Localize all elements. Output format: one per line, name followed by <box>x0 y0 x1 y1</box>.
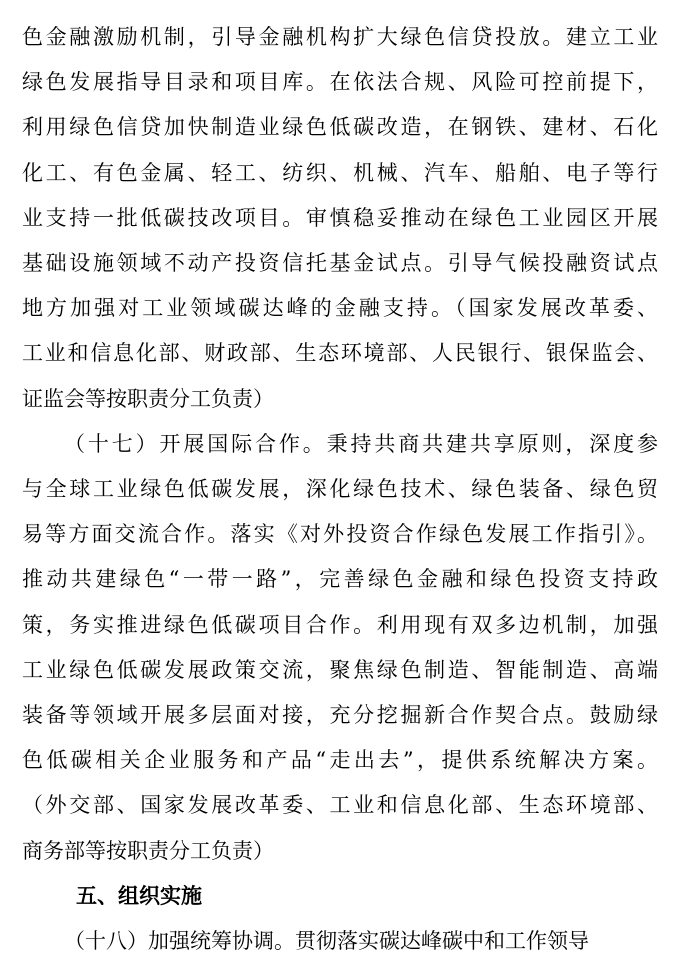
text-line-2: 绿色发展指导目录和项目库。在依法合规、风险可控前提下， <box>22 70 658 95</box>
text-line-18: （外交部、国家发展改革委、工业和信息化部、生态环境部、 <box>22 793 658 818</box>
paragraph-18-first-line: （十八）加强统筹协调。贯彻落实碳达峰碳中和工作领导 <box>64 929 589 953</box>
text-line-13: 推动共建绿色“一带一路”，完善绿色金融和绿色投资支持政 <box>22 567 658 592</box>
text-line-19: 商务部等按职责分工负责） <box>22 838 274 863</box>
text-line-9: 证监会等按职责分工负责） <box>22 386 274 411</box>
text-line-7: 地方加强对工业领域碳达峰的金融支持。（国家发展改革委、 <box>22 296 658 321</box>
text-line-16: 装备等领域开展多层面对接，充分挖掘新合作契合点。鼓励绿 <box>22 703 658 727</box>
text-line-6: 基础设施领域不动产投资信托基金试点。引导气候投融资试点 <box>22 251 658 275</box>
text-line-3: 利用绿色信贷加快制造业绿色低碳改造，在钢铁、建材、石化 <box>22 115 658 140</box>
text-line-1: 色金融激励机制，引导金融机构扩大绿色信贷投放。建立工业 <box>22 25 658 49</box>
text-line-15: 工业绿色低碳发展政策交流，聚焦绿色制造、智能制造、高端 <box>22 657 658 682</box>
text-line-5: 业支持一批低碳技改项目。审慎稳妥推动在绿色工业园区开展 <box>22 205 658 230</box>
text-line-4: 化工、有色金属、轻工、纺织、机械、汽车、船舶、电子等行 <box>22 160 658 185</box>
text-line-14: 策，务实推进绿色低碳项目合作。利用现有双多边机制，加强 <box>22 612 658 637</box>
paragraph-17-first-line: （十七）开展国际合作。秉持共商共建共享原则，深度参 <box>64 431 658 456</box>
section-heading: 五、组织实施 <box>76 883 202 908</box>
text-line-11: 与全球工业绿色低碳发展，深化绿色技术、绿色装备、绿色贸 <box>22 477 658 501</box>
text-line-12: 易等方面交流合作。落实《对外投资合作绿色发展工作指引》。 <box>22 522 658 547</box>
text-line-8: 工业和信息化部、财政部、生态环境部、人民银行、银保监会、 <box>22 341 658 366</box>
text-line-17: 色低碳相关企业服务和产品“走出去”，提供系统解决方案。 <box>22 748 658 773</box>
